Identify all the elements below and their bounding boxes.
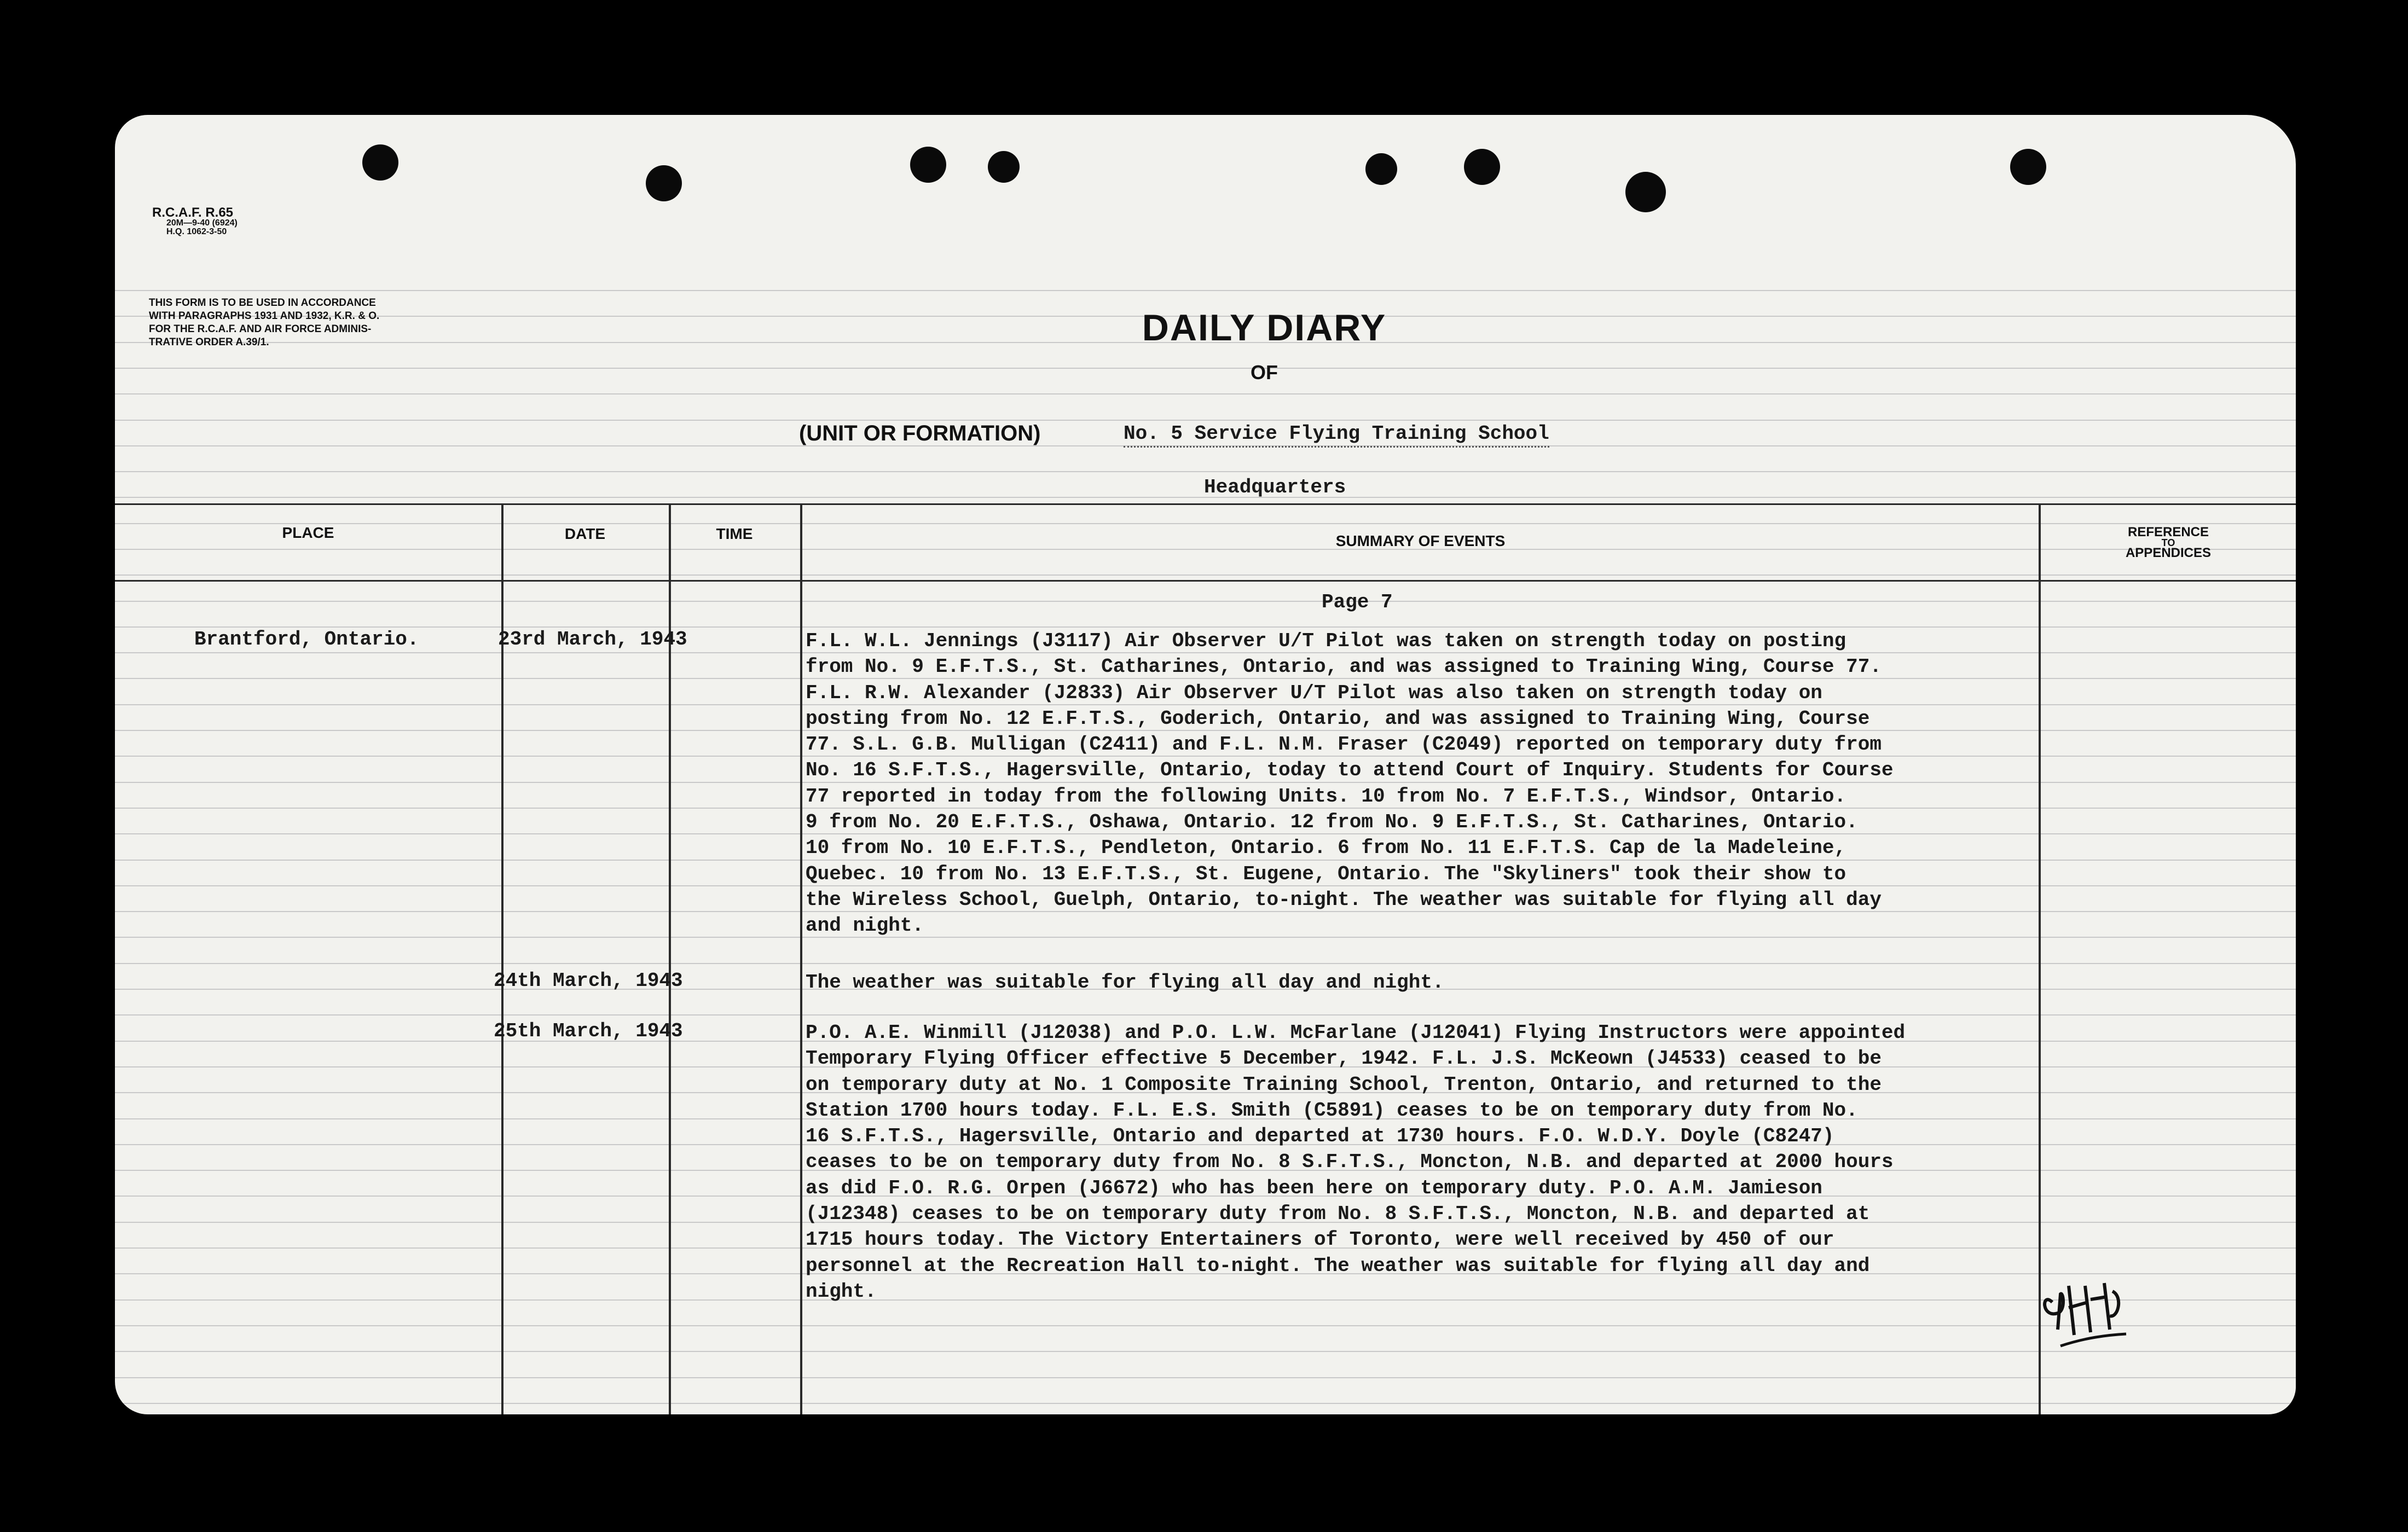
handwritten-initials — [2036, 1269, 2134, 1351]
ruled-line — [115, 393, 2296, 394]
summary-line: the Wireless School, Guelph, Ontario, to-night. The weather was suitable for flying all day — [806, 888, 1882, 911]
column-header-place: PLACE — [282, 524, 334, 541]
punch-hole — [646, 165, 682, 201]
summary-entry — [806, 1020, 1905, 1304]
date-cell: 23rd March, 1943 — [498, 628, 687, 651]
summary-line: from No. 9 E.F.T.S., St. Catharines, Ontario, and was assigned to Training Wing, Course 77. — [806, 655, 1882, 678]
table-header-line — [115, 580, 2296, 582]
ruled-line — [115, 420, 2296, 421]
column-header-date: DATE — [564, 525, 606, 542]
form-instructions: THIS FORM IS TO BE USED IN ACCORDANCE WITH PARAGRAPHS 1931 AND 1932, K.R. & O. FOR THE R.C.A.F. AND AIR FORCE ADMINIS- TRATIVE ORDER A.39/1. — [149, 297, 380, 348]
summary-line: Temporary Flying Officer effective 5 December, 1942. F.L. J.S. McKeown (J4533) ceased to be — [806, 1047, 1882, 1070]
ruled-line — [115, 1351, 2296, 1352]
page-title: DAILY DIARY — [1142, 307, 1387, 349]
punch-hole — [362, 144, 398, 181]
form-code: R.C.A.F. R.65 20M—9-40 (6924) H.Q. 1062-3-50 — [152, 205, 238, 236]
summary-line: P.O. A.E. Winmill (J12038) and P.O. L.W. McFarlane (J12041) Flying Instructors were appointed — [806, 1022, 1906, 1044]
summary-line: The weather was suitable for flying all day and night. — [806, 971, 1444, 994]
summary-line: F.L. R.W. Alexander (J2833) Air Observer U/T Pilot was also taken on strength today on — [806, 681, 1822, 704]
punch-hole — [1625, 172, 1666, 212]
summary-line: Quebec. 10 from No. 13 E.F.T.S., St. Eugene, Ontario. The "Skyliners" took their show to — [806, 862, 1846, 885]
summary-line: 77. S.L. G.B. Mulligan (C2411) and F.L. N.M. Fraser (C2049) reported on temporary duty from — [806, 733, 1882, 756]
summary-line: No. 16 S.F.T.S., Hagersville, Ontario, today to attend Court of Inquiry. Students for Course — [806, 759, 1894, 782]
column-divider-time — [800, 504, 802, 1414]
summary-line: 77 reported in today from the following Units. 10 from No. 7 E.F.T.S., Windsor, Ontario. — [806, 785, 1846, 808]
sub-unit: Headquarters — [1204, 476, 1346, 498]
ruled-line — [115, 471, 2296, 472]
punch-hole — [1365, 153, 1397, 185]
ruled-line — [115, 1325, 2296, 1326]
ruled-line — [115, 574, 2296, 576]
summary-line: (J12348) ceases to be on temporary duty from No. 8 S.F.T.S., Moncton, N.B. and departed at — [806, 1203, 1870, 1226]
ruled-line — [115, 290, 2296, 291]
ruled-line — [115, 626, 2296, 628]
table-top-line — [115, 503, 2296, 505]
date-cell: 25th March, 1943 — [494, 1020, 683, 1042]
summary-line: Station 1700 hours today. F.L. E.S. Smith (C5891) ceases to be on temporary duty from No. — [806, 1099, 1858, 1122]
column-header-time: TIME — [716, 525, 753, 542]
ruled-line — [115, 1403, 2296, 1404]
page-number: Page 7 — [1322, 591, 1393, 613]
summary-line: posting from No. 12 E.F.T.S., Goderich, Ontario, and was assigned to Training Wing, Course — [806, 707, 1870, 730]
ruled-line — [115, 1377, 2296, 1378]
summary-line: 9 from No. 20 E.F.T.S., Oshawa, Ontario. 12 from No. 9 E.F.T.S., St. Catharines, Ontario. — [806, 811, 1858, 834]
summary-line: 1715 hours today. The Victory Entertainers of Toronto, were well received by 450 of our — [806, 1228, 1834, 1251]
punch-hole — [910, 147, 946, 183]
summary-entry — [806, 970, 1444, 995]
summary-line: as did F.O. R.G. Orpen (J6672) who has been here on temporary duty. P.O. A.M. Jamieson — [806, 1176, 1822, 1199]
punch-hole — [2010, 149, 2046, 185]
summary-line: on temporary duty at No. 1 Composite Training School, Trenton, Ontario, and returned to the — [806, 1073, 1882, 1096]
summary-line: night. — [806, 1280, 877, 1303]
summary-line: ceases to be on temporary duty from No. 8 S.F.T.S., Moncton, N.B. and departed at 2000 hours — [806, 1151, 1894, 1174]
title-of: OF — [1251, 361, 1278, 384]
unit-value: No. 5 Service Flying Training School — [1124, 422, 1549, 448]
punch-hole — [1464, 149, 1500, 185]
summary-line: personnel at the Recreation Hall to-night. The weather was suitable for flying all day and — [806, 1254, 1870, 1277]
diary-sheet — [115, 115, 2296, 1414]
summary-line: 16 S.F.T.S., Hagersville, Ontario and departed at 1730 hours. F.O. W.D.Y. Doyle (C8247) — [806, 1125, 1834, 1148]
place-cell: Brantford, Ontario. — [194, 628, 419, 651]
date-cell: 24th March, 1943 — [494, 970, 683, 992]
summary-line: 10 from No. 10 E.F.T.S., Pendleton, Ontario. 6 from No. 11 E.F.T.S. Cap de la Madeleine, — [806, 837, 1846, 860]
punch-hole — [988, 151, 1020, 183]
ruled-line — [115, 963, 2296, 964]
summary-entry — [806, 628, 1894, 939]
summary-line: F.L. W.L. Jennings (J3117) Air Observer U/T Pilot was taken on strength today on posting — [806, 630, 1846, 652]
ruled-line — [115, 601, 2296, 602]
summary-line: and night. — [806, 914, 924, 937]
ruled-line — [115, 1014, 2296, 1015]
column-header-reference: REFERENCE TO APPENDICES — [2125, 525, 2212, 560]
unit-label: (UNIT OR FORMATION) — [799, 421, 1041, 445]
column-header-summary: SUMMARY OF EVENTS — [1335, 532, 1506, 549]
